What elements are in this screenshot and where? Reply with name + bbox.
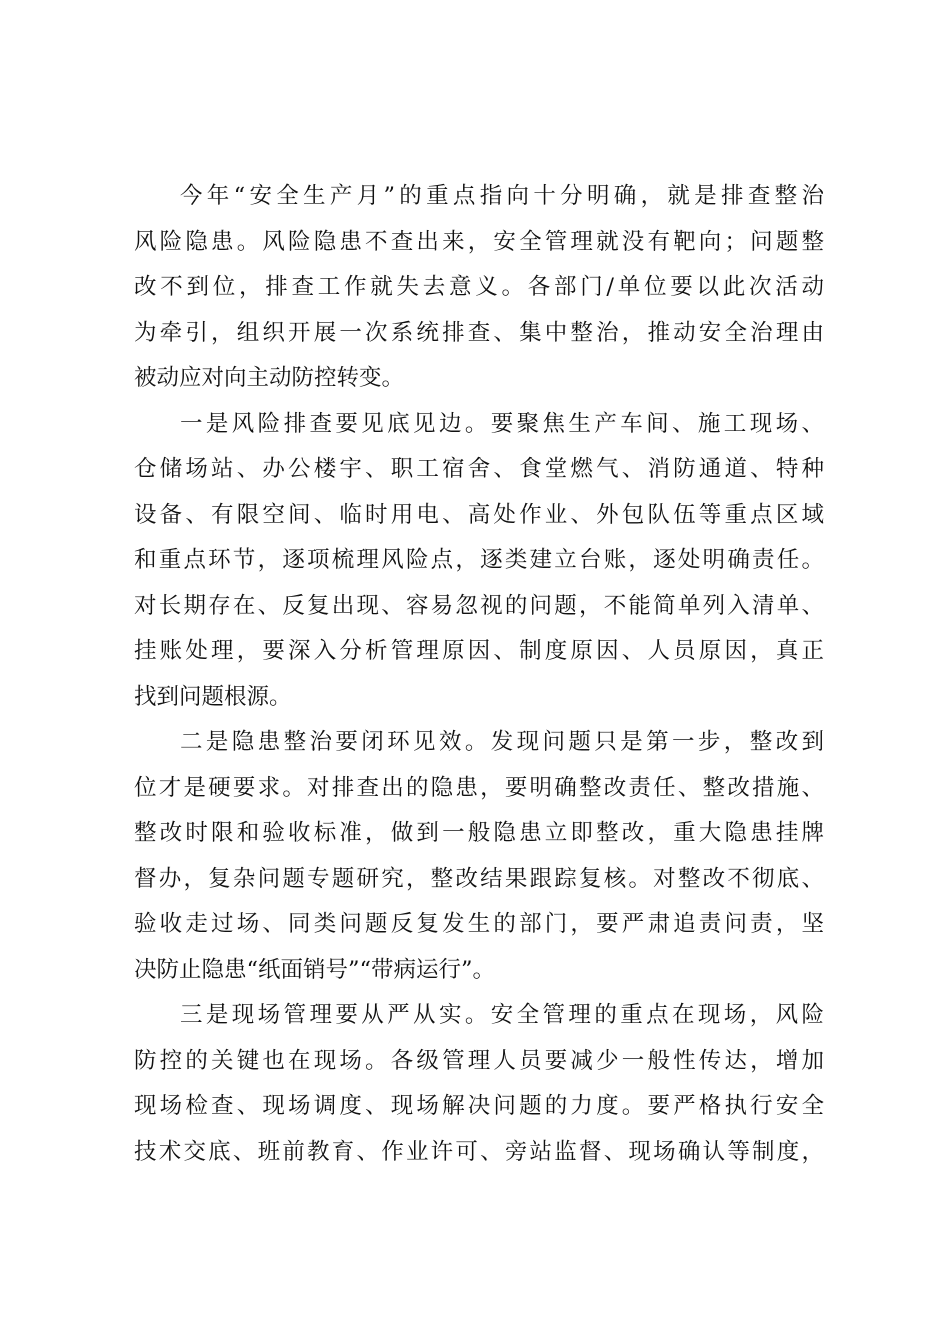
paragraph-line: 和重点环节，逐项梳理风险点，逐类建立台账，逐处明确责任。 [134, 547, 824, 573]
paragraph-line: 整改时限和验收标准，做到一般隐患立即整改，重大隐患挂牌 [134, 820, 824, 846]
paragraph-line: 现场检查、现场调度、现场解决问题的力度。要严格执行安全 [134, 1093, 824, 1119]
paragraph-line: 防控的关键也在现场。各级管理人员要减少一般性传达，增加 [134, 1047, 824, 1074]
paragraph-line: 验收走过场、同类问题反复发生的部门，要严肃追责问责，坚 [134, 911, 824, 937]
document-body [134, 174, 824, 1175]
paragraph-line: 二是隐患整治要闭环见效。发现问题只是第一步，整改到 [180, 729, 824, 755]
paragraph-line: 技术交底、班前教育、作业许可、旁站监督、现场确认等制度， [134, 1138, 824, 1165]
paragraph-line: 三是现场管理要从严从实。安全管理的重点在现场，风险 [180, 1002, 824, 1028]
paragraph-line: 位才是硬要求。对排查出的隐患，要明确整改责任、整改措施、 [134, 774, 824, 801]
paragraph-line: 挂账处理，要深入分析管理原因、制度原因、人员原因，真正 [134, 638, 824, 664]
paragraph-line: 被动应对向主动防控转变。 [134, 365, 405, 391]
paragraph-hazard-rectification [134, 720, 824, 993]
paragraph-line: 改不到位，排查工作就失去意义。各部门/单位要以此次活动 [134, 274, 824, 300]
paragraph-site-management [134, 993, 824, 1175]
paragraph-line: 为牵引，组织开展一次系统排查、集中整治，推动安全治理由 [134, 319, 824, 346]
paragraph-line: 设备、有限空间、临时用电、高处作业、外包队伍等重点区域 [134, 501, 824, 528]
paragraph-line: 找到问题根源。 [134, 683, 292, 710]
paragraph-line: 风险隐患。风险隐患不查出来，安全管理就没有靶向；问题整 [134, 228, 824, 255]
paragraph-risk-inspection [134, 402, 824, 721]
paragraph-line: 决防止隐患“纸面销号”“带病运行”。 [134, 956, 496, 983]
paragraph-line: 对长期存在、反复出现、容易忽视的问题，不能简单列入清单、 [134, 592, 824, 619]
paragraph-line: 仓储场站、办公楼宇、职工宿舍、食堂燃气、消防通道、特种 [134, 456, 824, 482]
paragraph-line: 督办，复杂问题专题研究，整改结果跟踪复核。对整改不彻底、 [134, 865, 824, 892]
paragraph-line: 今年“安全生产月”的重点指向十分明确，就是排查整治 [180, 183, 824, 209]
paragraph-line: 一是风险排查要见底见边。要聚焦生产车间、施工现场、 [180, 410, 824, 437]
paragraph-intro [134, 174, 824, 402]
